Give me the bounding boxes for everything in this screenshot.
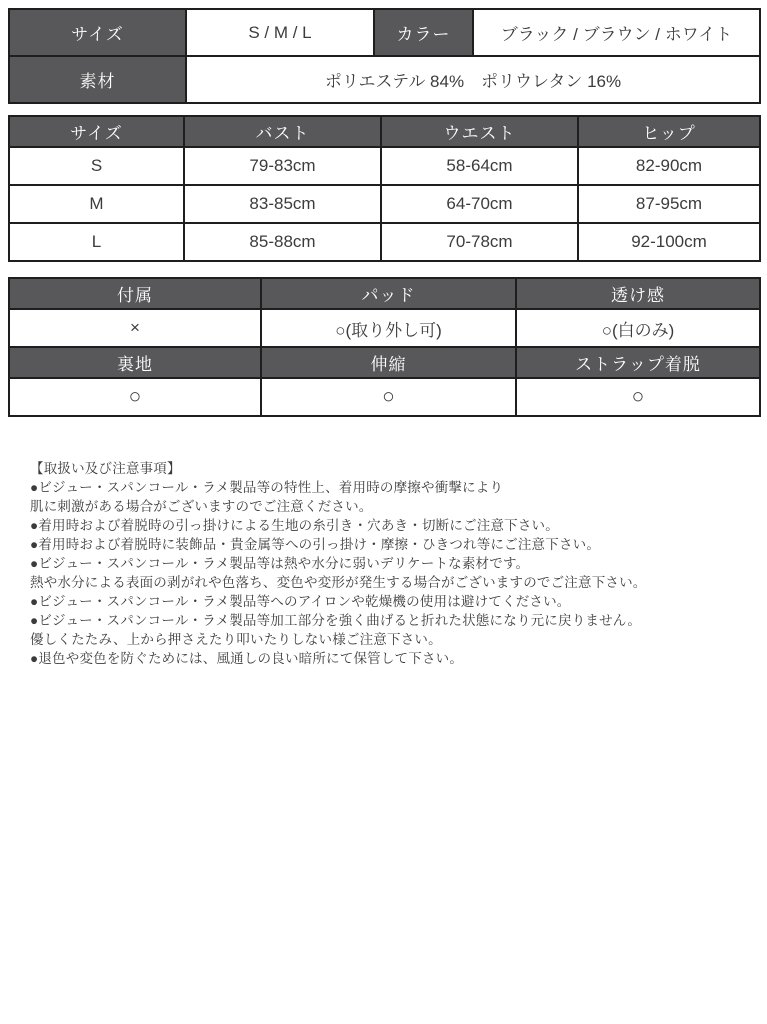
size-cell: M: [9, 185, 184, 223]
feature-header: ストラップ着脱: [516, 347, 760, 378]
spec-row-material: [9, 56, 760, 103]
feature-header-row-1: [9, 278, 760, 309]
notice-line: ●退色や変色を防ぐためには、風通しの良い暗所にて保管して下さい。: [30, 651, 464, 666]
feature-header: 付属: [9, 278, 261, 309]
notice-line: ●ビジュー・スパンコール・ラメ製品等の特性上、着用時の摩擦や衝撃により: [30, 480, 504, 495]
waist-cell: 70-78cm: [381, 223, 578, 261]
size-cell: L: [9, 223, 184, 261]
feature-header: 伸縮: [261, 347, 516, 378]
material-value-cell: ポリエステル 84% ポリウレタン 16%: [186, 56, 760, 103]
size-label-cell: サイズ: [9, 9, 186, 56]
feature-header-row-2: [9, 347, 760, 378]
waist-cell: 58-64cm: [381, 147, 578, 185]
spec-table: [8, 8, 761, 104]
notice-line: ●ビジュー・スパンコール・ラメ製品等は熱や水分に弱いデリケートな素材です。: [30, 556, 530, 571]
feature-header: 透け感: [516, 278, 760, 309]
care-notice-title: 【取扱い及び注意事項】: [30, 461, 181, 476]
care-notice: [30, 459, 750, 668]
size-chart-header: バスト: [184, 116, 381, 147]
feature-value-circle: ○: [261, 378, 516, 416]
feature-value-circle: ○: [516, 378, 760, 416]
notice-line: 優しくたたみ、上から押さえたり叩いたりしない様ご注意下さい。: [30, 632, 442, 647]
bust-cell: 85-88cm: [184, 223, 381, 261]
bust-cell: 83-85cm: [184, 185, 381, 223]
feature-value: ○(取り外し可): [261, 309, 516, 347]
feature-value: ×: [9, 309, 261, 347]
feature-value-row-2: [9, 378, 760, 416]
material-label-cell: 素材: [9, 56, 186, 103]
feature-header: 裏地: [9, 347, 261, 378]
size-chart-table: [8, 115, 761, 262]
feature-value: ○(白のみ): [516, 309, 760, 347]
size-chart-header-row: [9, 116, 760, 147]
hip-cell: 92-100cm: [578, 223, 760, 261]
notice-line: ●着用時および着脱時に装飾品・貴金属等への引っ掛け・摩擦・ひきつれ等にご注意下さい。: [30, 537, 601, 552]
spec-row-size-color: [9, 9, 760, 56]
notice-line: ●着用時および着脱時の引っ掛けによる生地の糸引き・穴あき・切断にご注意下さい。: [30, 518, 559, 533]
color-value-cell: ブラック / ブラウン / ホワイト: [473, 9, 760, 56]
bust-cell: 79-83cm: [184, 147, 381, 185]
size-chart-row-s: [9, 147, 760, 185]
size-chart-row-m: [9, 185, 760, 223]
feature-value-circle: ○: [9, 378, 261, 416]
notice-line: 肌に刺激がある場合がございますのでご注意ください。: [30, 499, 373, 514]
size-chart-header: ウエスト: [381, 116, 578, 147]
notice-line: ●ビジュー・スパンコール・ラメ製品等へのアイロンや乾燥機の使用は避けてください。: [30, 594, 571, 609]
color-label-cell: カラー: [374, 9, 473, 56]
size-chart-row-l: [9, 223, 760, 261]
notice-line: ●ビジュー・スパンコール・ラメ製品等加工部分を強く曲げると折れた状態になり元に戻りません。: [30, 613, 642, 628]
notice-line: 熱や水分による表面の剥がれや色落ち、変色や変形が発生する場合がございますのでご注意下さい。: [30, 575, 647, 590]
size-value-cell: S / M / L: [186, 9, 374, 56]
waist-cell: 64-70cm: [381, 185, 578, 223]
size-chart-header: サイズ: [9, 116, 184, 147]
hip-cell: 87-95cm: [578, 185, 760, 223]
feature-value-row-1: [9, 309, 760, 347]
feature-table: [8, 277, 761, 417]
feature-header: パッド: [261, 278, 516, 309]
size-chart-header: ヒップ: [578, 116, 760, 147]
size-cell: S: [9, 147, 184, 185]
hip-cell: 82-90cm: [578, 147, 760, 185]
